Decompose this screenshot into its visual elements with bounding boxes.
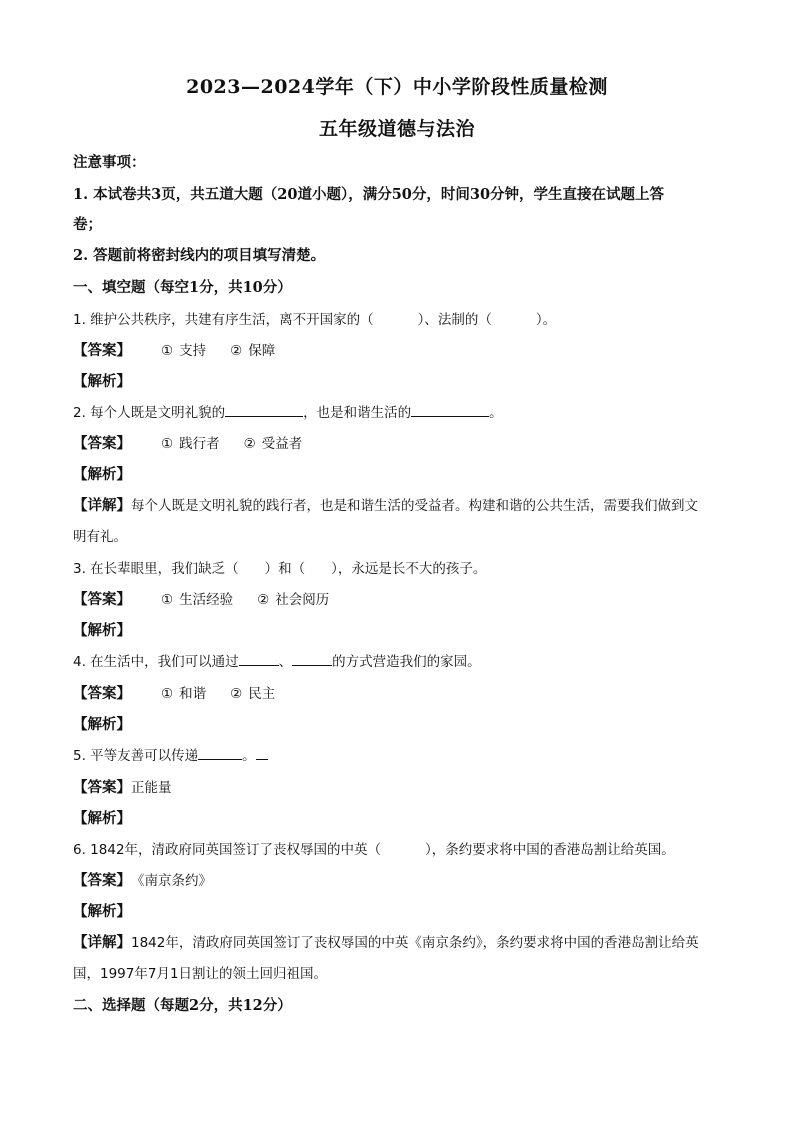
answer-5: 【答案】正能量	[73, 779, 172, 796]
question-3: 3. 在长辈眼里，我们缺乏（ ）和（ ），永远是长不大的孩子。	[73, 561, 487, 577]
detail-6: 【详解】1842年，清政府同英国签订了丧权辱国的中英《南京条约》，条约要求将中国的香港岛割让给英	[73, 934, 699, 951]
analysis-label-6: 【解析】	[73, 903, 131, 920]
notice-item-2: 2. 答题前将密封线内的项目填写清楚。	[73, 247, 326, 264]
question-4: 4. 在生活中，我们可以通过 、 的方式营造我们的家园。	[73, 650, 744, 670]
exam-subtitle: 五年级道德与法治	[318, 118, 475, 140]
answer-6: 【答案】《南京条约》	[73, 872, 212, 889]
answer-2: 【答案】 ① 践行者 ② 受益者	[73, 435, 303, 452]
answer-3: 【答案】 ① 生活经验 ② 社会阅历	[73, 591, 330, 608]
analysis-label-5: 【解析】	[73, 810, 131, 827]
detail-2: 【详解】每个人既是文明礼貌的践行者，也是和谐生活的受益者。构建和谐的公共生活，需要我们做到文	[73, 497, 698, 514]
detail-6-cont: 国，1997年7月1日割让的领土回归祖国。	[73, 966, 328, 982]
answer-label: 【答案】	[73, 342, 131, 359]
exam-title: 2023—2024学年（下）中小学阶段性质量检测	[186, 76, 608, 98]
analysis-label-2: 【解析】	[73, 466, 131, 483]
section-2-heading: 二、选择题（每题2分，共12分）	[73, 997, 292, 1014]
question-6: 6. 1842年，清政府同英国签订了丧权辱国的中英（ ），条约要求将中国的香港岛割让给英国。	[73, 842, 675, 858]
question-2: 2. 每个人既是文明礼貌的 ，也是和谐生活的 。	[73, 401, 744, 421]
answer-4: 【答案】 ① 和谐 ② 民主	[73, 685, 276, 702]
analysis-label-1: 【解析】	[73, 373, 131, 390]
detail-2-cont: 明有礼。	[73, 529, 127, 545]
section-1-heading: 一、填空题（每空1分，共10分）	[73, 279, 292, 296]
answer-1: 【答案】 ① 支持 ② 保障	[73, 339, 744, 360]
notice-item-1-cont: 卷；	[73, 216, 102, 233]
analysis-label-4: 【解析】	[73, 716, 131, 733]
analysis-label-3: 【解析】	[73, 622, 131, 639]
notice-item-1: 1. 本试卷共3页，共五道大题（20道小题），满分50分，时间30分钟，学生直接在试题上答	[73, 186, 665, 203]
question-1: 1. 维护公共秩序，共建有序生活，离不开国家的（ ）、法制的（ ）。	[73, 312, 557, 328]
notice-heading: 注意事项：	[73, 154, 146, 171]
question-5: 5. 平等友善可以传递 。	[73, 744, 744, 764]
